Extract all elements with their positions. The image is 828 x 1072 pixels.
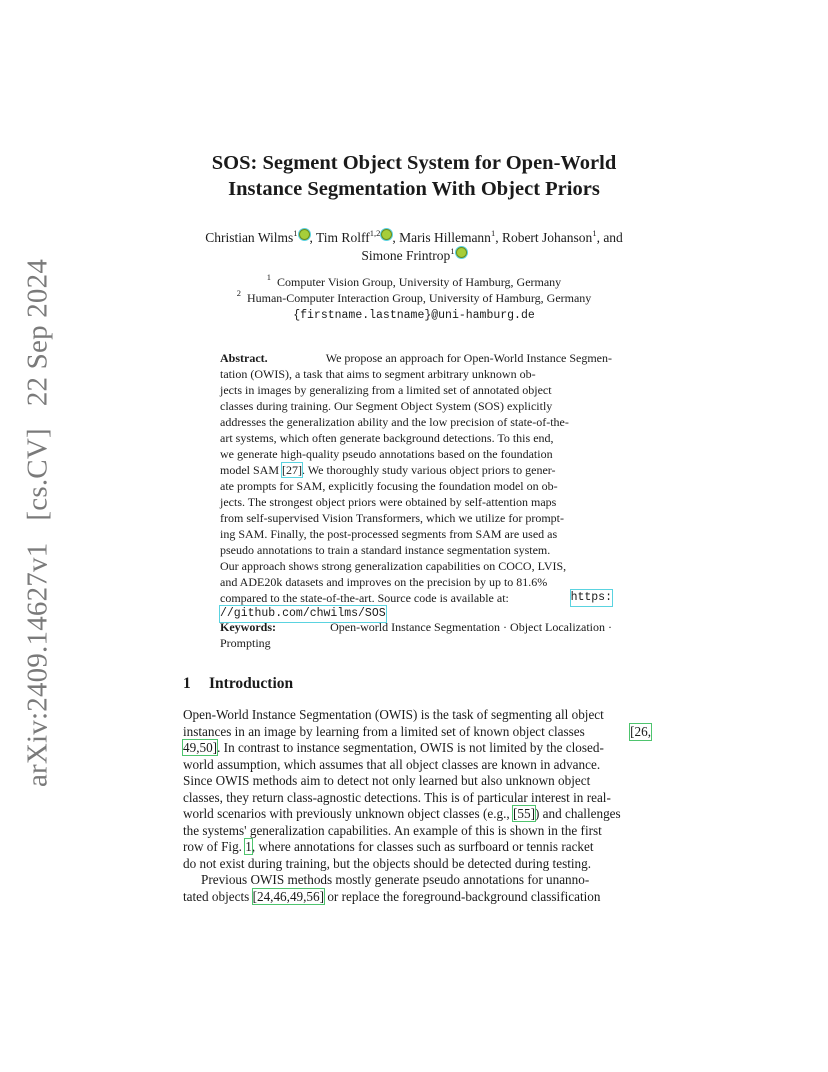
author-name: Christian Wilms — [205, 230, 294, 245]
author-name: , Robert Johanson — [495, 230, 593, 245]
arxiv-sidebar-stamp — [17, 258, 59, 788]
citation-link[interactable]: [27] — [282, 463, 303, 477]
section-title: Introduction — [209, 675, 294, 692]
body-line: Since OWIS methods aim to detect not only learned but also unknown object — [183, 773, 591, 788]
orcid-icon[interactable] — [299, 229, 310, 240]
abstract-line: ing SAM. Finally, the post-processed segments from SAM are used as — [220, 527, 558, 541]
affiliation-mark: 2 — [236, 288, 241, 298]
keywords — [220, 619, 612, 651]
author-affiliation-mark: 1 — [592, 228, 597, 238]
body-line-content — [183, 889, 600, 906]
section-heading — [183, 675, 293, 693]
abstract-line: tation (OWIS), a task that aims to segment arbitrary unknown ob- — [220, 367, 536, 381]
keywords-line — [220, 619, 612, 635]
body-line — [183, 889, 651, 906]
author-name: , Maris Hillemann — [392, 230, 491, 245]
orcid-icon[interactable] — [456, 247, 467, 258]
author-affiliation-mark: 1 — [490, 228, 496, 238]
author-affiliation-mark: 1,2 — [369, 228, 381, 238]
affiliations — [0, 274, 828, 324]
abstract-line: jects in images by generalizing from a limited set of annotated object — [220, 383, 552, 397]
body-line: Previous OWIS methods mostly generate pseudo annotations for unanno- — [201, 872, 590, 887]
body-text: row of Fig. — [183, 839, 242, 854]
keywords-line: Prompting — [220, 636, 271, 650]
body-line — [183, 724, 651, 741]
abstract-line — [220, 462, 612, 478]
body-line — [183, 806, 651, 823]
keywords-label: Keywords: — [220, 620, 276, 634]
source-code-link[interactable]: https: — [570, 591, 612, 604]
contact-email — [0, 306, 828, 324]
email-text: {firstname.lastname}@uni-hamburg.de — [293, 309, 535, 322]
paper-title — [0, 150, 828, 202]
author-line-2 — [0, 247, 828, 265]
abstract-line: jects. The strongest object priors were obtained by self-attention maps — [220, 495, 557, 509]
abstract-line-start — [220, 350, 268, 366]
body-text: instances in an image by learning from a limited set of known object classes — [183, 723, 585, 739]
arxiv-id: arXiv:2409.14627v1 — [21, 542, 54, 788]
body-text: or replace the foreground-background classification — [327, 888, 601, 904]
abstract-text: model SAM — [220, 463, 280, 477]
abstract-label: Abstract. — [220, 351, 268, 365]
arxiv-identifier — [22, 259, 55, 787]
abstract-line-start — [220, 462, 556, 478]
body-text: . In contrast to instance segmentation, OWIS is not limited by the closed- — [217, 740, 604, 755]
arxiv-category: [cs.CV] — [21, 428, 54, 521]
abstract-line: addresses the generalization ability and the low precision of state-of-the- — [220, 415, 569, 429]
body-line-content — [183, 740, 604, 757]
affiliation-mark: 1 — [266, 272, 272, 282]
abstract-line — [220, 590, 612, 606]
author-affiliation-mark: 1 — [450, 246, 455, 256]
keywords-text: Open-world Instance Segmentation · Object Localization · — [330, 620, 612, 634]
source-code-link[interactable]: //github.com/chwilms/SOS — [220, 607, 386, 620]
abstract-line: pseudo annotations to train a standard instance segmentation system. — [220, 543, 551, 557]
arxiv-date: 22 Sep 2024 — [21, 258, 54, 407]
author-conjunction: , and — [596, 230, 623, 245]
body-text: world scenarios with previously unknown object classes (e.g., — [183, 806, 510, 821]
author-name: Simone Frintrop — [361, 248, 451, 263]
citation-link[interactable]: [26, — [630, 723, 651, 739]
affiliation-1 — [0, 274, 828, 290]
abstract — [220, 350, 612, 622]
affiliation-text: Computer Vision Group, University of Hamburg, Germany — [277, 275, 562, 289]
body-text: , where annotations for classes such as surfboard or tennis racket — [251, 839, 594, 854]
body-line — [183, 740, 651, 757]
abstract-line: classes during training. Our Segment Object System (SOS) explicitly — [220, 399, 553, 413]
author-line-1 — [0, 229, 828, 247]
citation-link[interactable]: [55] — [512, 806, 535, 821]
title-line-1: SOS: Segment Object System for Open-World — [211, 152, 617, 174]
abstract-line: ate prompts for SAM, explicitly focusing the foundation model on ob- — [220, 479, 558, 493]
abstract-line: and ADE20k datasets and improves on the precision by up to 81.6% — [220, 575, 548, 589]
author-affiliation-mark: 1 — [293, 228, 298, 238]
introduction-body — [183, 707, 651, 905]
title-line-2: Instance Segmentation With Object Priors — [228, 178, 600, 200]
affiliation-2 — [0, 290, 828, 306]
author-list — [0, 229, 828, 265]
affiliation-text: Human-Computer Interaction Group, University of Hamburg, Germany — [246, 291, 592, 305]
figure-link[interactable]: 1 — [245, 839, 252, 854]
abstract-text: . We thoroughly study various object priors to gener- — [302, 463, 556, 477]
abstract-line: Our approach shows strong generalization capabilities on COCO, LVIS, — [220, 559, 567, 573]
citation-link[interactable]: 49,50] — [183, 740, 218, 755]
author-name: , Tim Rolff — [309, 230, 370, 245]
abstract-line: we generate high-quality pseudo annotations based on the foundation — [220, 447, 553, 461]
orcid-icon[interactable] — [381, 229, 392, 240]
body-line-content — [183, 806, 621, 823]
abstract-line: art systems, which often generate background detections. To this end, — [220, 431, 554, 445]
body-line: world assumption, which assumes that all object classes are known in advance. — [183, 756, 601, 772]
body-line: do not exist during training, but the objects should be detected during testing. — [183, 855, 592, 871]
body-line: classes, they return class-agnostic detections. This is of particular interest in real- — [183, 789, 611, 805]
body-text: ) and challenges — [534, 806, 621, 821]
abstract-line: from self-supervised Vision Transformers, which we utilize for prompt- — [220, 511, 564, 525]
body-line — [183, 839, 651, 856]
body-text: tated objects — [183, 888, 250, 904]
body-line-content — [183, 839, 594, 856]
body-line: Open-World Instance Segmentation (OWIS) is the task of segmenting all object — [183, 707, 604, 722]
abstract-line — [220, 350, 612, 366]
abstract-text: compared to the state-of-the-art. Source code is available at: — [220, 591, 509, 605]
body-line: the systems' generalization capabilities. An example of this is shown in the first — [183, 822, 602, 838]
abstract-text: We propose an approach for Open-World Instance Segmen- — [325, 351, 612, 365]
section-number: 1 — [183, 675, 191, 692]
citation-link[interactable]: [24,46,49,56] — [252, 888, 325, 904]
